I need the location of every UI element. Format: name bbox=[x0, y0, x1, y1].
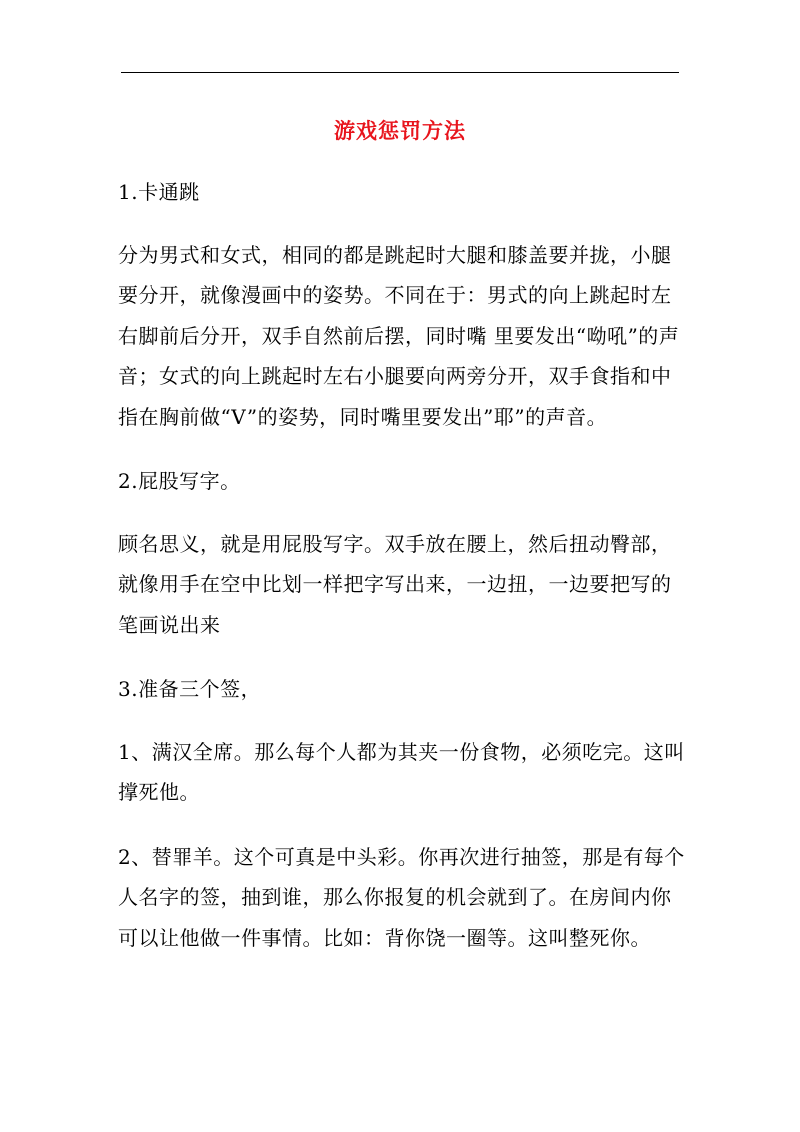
document-title: 游戏惩罚方法 bbox=[334, 118, 466, 143]
section-1-heading: 1.卡通跳 bbox=[118, 180, 200, 204]
section-2-paragraph: 顾名思义，就是用屁股写字。双手放在腰上，然后扭动臀部，就像用手在空中比划一样把字写出来，一边扭，一边要把写的笔画说出来 bbox=[118, 531, 672, 637]
section-3-item-1: 1、满汉全席。那么每个人都为其夹一份食物，必须吃完。这叫撑死他。 bbox=[118, 739, 685, 804]
section-3-heading: 3.准备三个签， bbox=[118, 677, 262, 701]
section-1-paragraph: 分为男式和女式，相同的都是跳起时大腿和膝盖要并拢，小腿要分开，就像漫画中的姿势。不同在于：男式的向上跳起时左右脚前后分开，双手自然前后摆，同时嘴 里要发出“呦吼”的声音；女式的向上跳起时左右小腿要向两旁分开，双手食指和中指在胸前做“V”的姿势，同时嘴里要发出”耶”的声音。 bbox=[118, 242, 680, 429]
section-2-heading: 2.屁股写字。 bbox=[118, 469, 241, 493]
section-3-item-2: 2、替罪羊。这个可真是中头彩。你再次进行抽签，那是有每个人名字的签，抽到谁，那么你报复的机会就到了。在房间内你可以让他做一件事情。比如：背你饶一圈等。这叫整死你。 bbox=[118, 844, 685, 950]
document-body bbox=[118, 172, 686, 982]
header-rule bbox=[121, 72, 679, 73]
